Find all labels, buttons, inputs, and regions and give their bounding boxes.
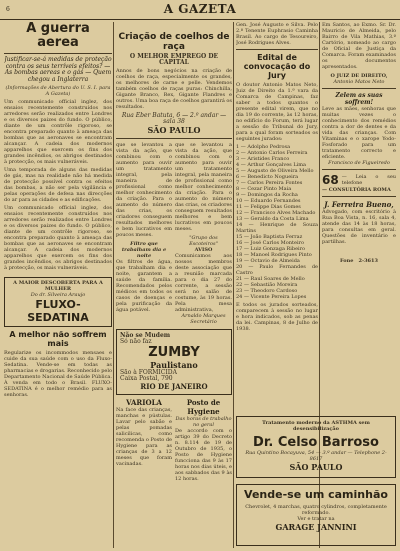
article-body: E todos os jurados sorteados, comparecem à sessão no lugar e hora indicados, sob as penas da lei. Campinas, 8 de Julho de 1938. — [236, 302, 318, 332]
column-4 — [322, 22, 396, 412]
ad-credit: Do dr. Silveira Araujo — [30, 292, 86, 299]
juror-item: 19 — Octavio de Almeida — [236, 258, 300, 264]
article-credit: (Informações de Abertura do U. S. I. para A Gazeta) — [5, 85, 111, 98]
article-subhead: Das horas de trabalho no geral — [175, 416, 232, 428]
ad-line: Não se Mudem — [120, 332, 171, 339]
ad-city: RIO DE JANEIRO — [140, 382, 208, 391]
notice-sub: AVISO — [194, 247, 213, 253]
article-body: Advogado, com escritório à Rua Boa Vista, n. 16, sala 4, atende das 14 às 18 horas, para consultas em geral. Questões de inventário e partilhas. — [322, 209, 396, 245]
article-subhead: Filtro que trabalham dia e noite — [121, 241, 167, 259]
juror-item: 1 — Adolpho Pedrosa — [236, 144, 291, 150]
notice-title: "Grupo dos Escoteiros" — [189, 235, 218, 247]
juror-item: 13 — Geraldo da Costa Lima — [236, 216, 309, 222]
article-body: Uma temporada de alguns das medidas de gás, mas na realidade não há medida de protecção possível contra os efeitos das bombas, a não ser pela vigilância e pelas operações de defesa nas direcções do ar para as cidades e as edificações. — [4, 167, 112, 204]
article-body: Um communicado official inglez, dos ensaios recentemente construídos nos arredores serão realizados entre Londres e os diversos paizes do fundo. O público, diante de um contrôle rigoroso, se encontra preparado quanto à ameaça das bombas que as aeronaves se encontram alcançar. A cadeia dos modernos apparelhos que exercem os fins dos grandes incêndios, os abrigos destinados à protecção, os mais vulneráveis. — [4, 205, 112, 272]
article-subhead: Justificar-se-á medidas de proteção contra os seus terríveis efeitos? — As bombas aereas e o gás — Quem chegou a Inglaterra — [4, 56, 112, 83]
juror-item: 24 — Vicente Pereira Lopes — [236, 294, 307, 300]
article-headline: Posto de Hygiene — [186, 398, 221, 416]
product-name: FLUXO-SEDATINA — [27, 298, 89, 325]
ad-place: GARAGE JANNINI — [275, 522, 357, 532]
signature: O JUIZ DE DIREITO, — [330, 73, 388, 79]
phone-number: 2-3613 — [358, 258, 378, 264]
article-body: Leve as mães, senhoras que muitas vezes o conhecimento dos remédios contra a dor de dentes e da vida das crianças. Com Vitaminas e o xarope Yodo-Fosforado para um tratamento correcto e eficiente. — [322, 106, 396, 160]
article-body: O doutor Antonio Matos Neto, Juiz de Direito da 1.ª vara da Comarca de Campinas, faz saber a todos quantos o presente edital virem, que no dia 19 do corrente, às 12 horas, no edifício do Forum, terá lugar a sessão do Tribunal do Jury, para a qual foram sorteados os seguintes jurados: — [236, 82, 318, 142]
juror-item: 12 — Francisco Alves Machado — [236, 210, 316, 216]
ad-headline: Vende-se um caminhão — [244, 488, 388, 501]
ad-heading: A melhor não soffrem mais — [9, 330, 107, 349]
juror-item: 23 — Theodoro Cardoso — [236, 288, 298, 294]
article-headline: Criação de coelhos de raça — [118, 32, 230, 52]
page-header — [0, 0, 400, 20]
juror-item: 4 — Arthur Gonçalves Lima — [236, 162, 306, 168]
number: 68 — [322, 173, 339, 187]
juror-item: 18 — Manoel Rodrigues Pinto — [236, 252, 312, 258]
article-body: que se levantou a vista da ação, que combinou com o aumento para ouvir um tratamento integral, pela maneira de profissional como melhor conhecimento da criação. Para o aumento do número das crias, os criadores conseguem resultados melhores e bem lucrativos em poucos meses. — [175, 142, 232, 232]
phone-label: Fone — [339, 258, 354, 264]
juror-item: 16 — José Carlos Monteiro — [236, 240, 304, 246]
column-3 — [236, 22, 318, 412]
juror-item: 17 — Luiz Gonzaga Ribeiro — [236, 246, 306, 252]
article-headline: Edital de convocação do Jury — [243, 53, 311, 80]
paper-name: A GAZETA — [163, 2, 237, 16]
ad-box — [4, 277, 112, 327]
signature: Francisco de Figueiredo — [328, 160, 390, 166]
article-body: Annos de bons negócios na criação de coelhos de raça, especialmente os grandes, os melhores de carne e pelle. Vendemos também coelhos de raças puras: Chinchilla, Gigante Branco, Rex, Gigante Flandres e outros. Uma boa raça de coelhos garantirá os resultados. — [116, 68, 232, 110]
ad-line: Caixa Postal, 790 — [120, 375, 173, 382]
ad-body: Chevrolet, 4 marchas, quatro cylindros, completamente reformado. — [245, 504, 387, 516]
doctor-name: Dr. Celso Barroso — [253, 435, 379, 450]
article-body: Na face das crianças, manchas e pústulas. Lavar pelo sabão e pelas pomadas salicilicas, como recomenda o Posto de Hygiene para as crianças de 3 a 12 meses que foram vacinadas. — [116, 407, 172, 467]
column-1 — [4, 22, 112, 548]
juror-item: 9 — Domingos da Rocha — [236, 192, 298, 198]
article-headline: VARIOLA — [126, 398, 162, 407]
column-2 — [116, 22, 232, 548]
notice-body: Comunicamos aos nossos membros deste associação que a reunião marcada para o dia 27 do corrente, a sessão será no salão de costume, às 19 horas. Pela mesa administrativa, — [175, 253, 232, 313]
article-body: Um communicado official inglez, dos ensaios recentemente construídos nos arredores serão realizados entre Londres e os diversos paizes do fundo. O público, diante de um contrôle rigoroso, se encontra preparado quanto à ameaça das bombas que as aeronaves se encontram alcançar. A cadeia dos modernos apparelhos que exercem os fins dos grandes incêndios, os abrigos destinados à protecção, os mais vulneráveis. — [4, 99, 112, 166]
article-body: que se levantou a vista da ação, que combinou com o aumento para ouvir um tratamento integral, pela maneira de profissional como melhor conhecimento da criação. Para o aumento do número das crias, os criadores conseguem resultados melhores e bem lucrativos em poucos meses. — [116, 142, 172, 238]
article-body: Os filtros de água, que trabalham dia e noite, garantem a saúde da família. Recomendados pelos médicos em todos os casos de doenças e pela purificação da água potável. — [116, 259, 172, 313]
truck-ad — [236, 484, 396, 546]
juror-item: 21 — Raul Soares de Mello — [236, 276, 305, 282]
article-subhead: O MELHOR EMPREGO DE CAPITAL — [129, 53, 219, 66]
juror-item: 5 — Augusto de Oliveira Mello — [236, 168, 314, 174]
ad-body: Regularize os incommodos mensaes e cuide da sua saúde com o uso da Fluxo-Sedatina. Vende-se em todas as pharmacias e drogarias. Reconhecido pelo Departamento Nacional de Saúde Pública. À venda em todo o Brasil. FLUXO-SEDATINA é o melhor remédio para as senhoras. — [4, 350, 112, 399]
juror-item: 3 — Aristides Franco — [236, 156, 290, 162]
article-body: De accordo com o artigo 39 do Decreto n. 8.114 de 19 de Outubro de 1935, o Posto de Hygiene funcciona das 9 às 17 horas nos dias úteis, e aos sabbados das 9 às 12 horas. — [175, 428, 232, 482]
page-number: 6 — [6, 6, 10, 13]
juror-item: 10 — Eduardo Fernandes — [236, 198, 301, 204]
juror-item: 8 — Cezar Pinto Maia — [236, 186, 292, 192]
ad-line: São à FORMICIDA — [120, 369, 177, 376]
juror-item: 6 — Benedicto Nogueira — [236, 174, 299, 180]
article-body: Gen. José Augusto e Silva. Pelo 2.º Tenente Euphrasio Caminha Brasil. Ao cargo de Tesoureiro, José Rodrigues Alves. — [236, 22, 318, 46]
ad-line: Paulistano — [150, 360, 198, 370]
juror-item: 20 — Paulo Fernandes de Castro — [236, 264, 318, 276]
column-divider — [233, 22, 234, 548]
juror-item: 15 — João Baptista Ferraz — [236, 234, 303, 240]
ad-brand: ZUMBY — [148, 345, 200, 360]
juror-item: 11 — Felippe Dias Gomes — [236, 204, 301, 210]
signature: Antonio Matos Neto — [333, 79, 385, 85]
column-divider — [113, 22, 114, 548]
juror-item: 14 — Henrique de Souza Martins — [236, 222, 318, 234]
number-label: — Leia o seu telefone — [341, 174, 396, 186]
ad-title: A MAIOR DESCOBERTA PARA A MULHER — [13, 280, 103, 293]
article-subhead: Zelem as suas soffrem! — [335, 92, 383, 106]
jurors-list — [236, 144, 318, 300]
article-body: Em Santos, ao Exmo. Sr. Dr. Mauricio de Almeida, pelo Bairro de Vila Mathias, 3.º Cartório, nomeado ao cargo de Oficial de Justiça da Comarca. Foram examinados os documentos apresentados. — [322, 22, 396, 70]
address: Rua Eber Batuta, 6 — 2.º andar — sala 38 — [121, 112, 227, 125]
ad-line: Tratamento moderno da ASTHMA sem desensibilização — [262, 420, 370, 432]
ad-city: SÃO PAULO — [289, 462, 343, 472]
juror-item: 22 — Sebastião Moreira — [236, 282, 298, 288]
juror-item: 2 — Antonio Carlos Ferreira — [236, 150, 308, 156]
tag: — CONSULTÓRIA ROMA — [322, 187, 391, 193]
ad-address: Rua Quintino Bocayuva, 54 — 3.º andar — Telephone 2-8617 — [245, 450, 387, 462]
notice-sign: Arnaldo Marques Secretário — [181, 313, 226, 325]
article-headline: A guerra aerea — [26, 22, 90, 50]
lawyer-name: J. Ferreira Bueno, — [324, 200, 394, 209]
zumby-ad — [116, 329, 232, 395]
city: SÃO PAULO — [147, 125, 201, 135]
ad-line: Ver e tratar na — [297, 516, 335, 522]
doctor-ad — [236, 416, 396, 478]
ad-line: Só não faz — [120, 338, 152, 345]
juror-item: 7 — Carlos Pereira Fontes — [236, 180, 303, 186]
